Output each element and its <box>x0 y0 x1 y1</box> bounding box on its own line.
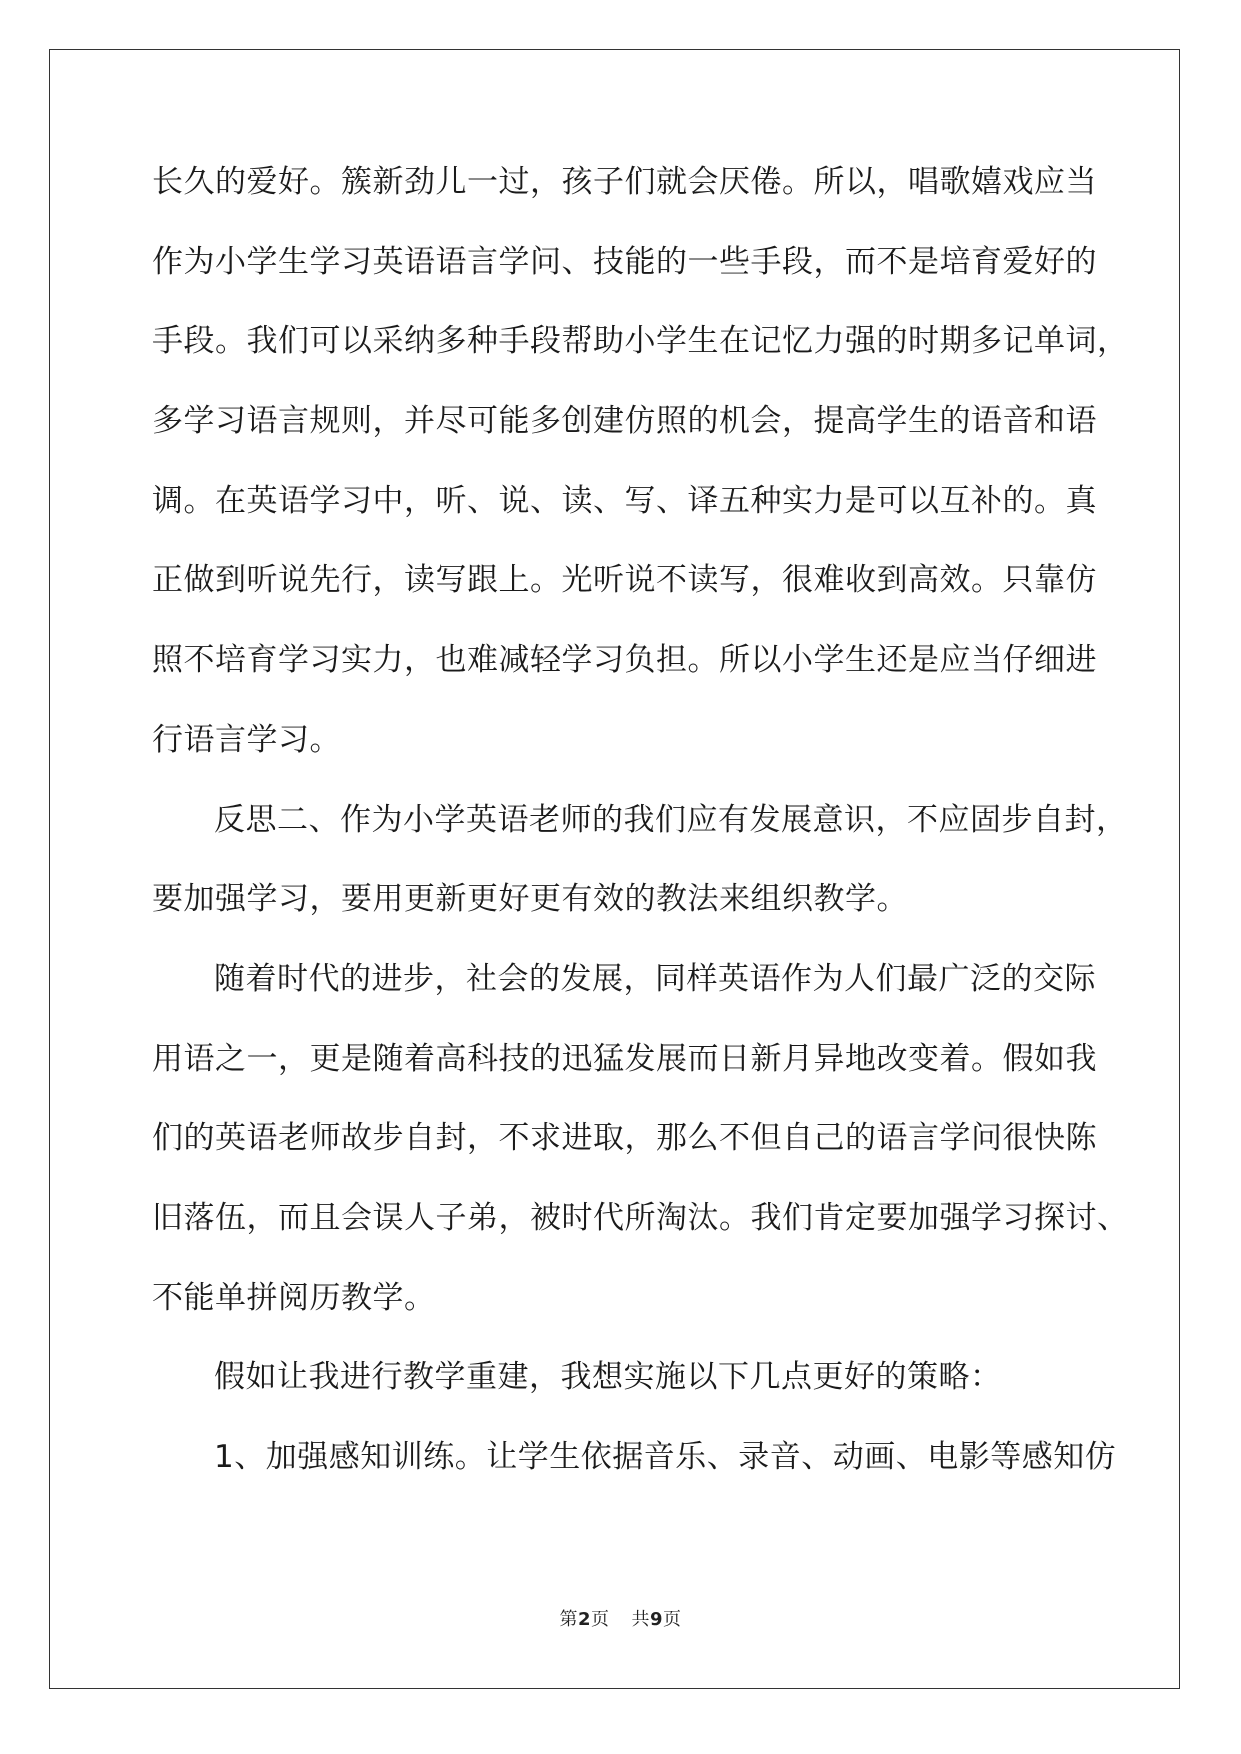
paragraph-start-line: 反思二、作为小学英语老师的我们应有发展意识，不应固步自封， <box>214 801 1128 838</box>
paragraph-start-line: 随着时代的进步，社会的发展，同样英语作为人们最广泛的交际 <box>214 960 1096 997</box>
text-line: 作为小学生学习英语语言学问、技能的一些手段，而不是培育爱好的 <box>152 243 1097 280</box>
text-line: 正做到听说先行，读写跟上。光听说不读写，很难收到高效。只靠仿 <box>152 562 1097 599</box>
text-line: 照不培育学习实力，也难减轻学习负担。所以小学生还是应当仔细进 <box>152 642 1097 679</box>
text-line: 旧落伍，而且会误人子弟，被时代所淘汰。我们肯定要加强学习探讨、 <box>152 1199 1129 1236</box>
paragraph-start-line: 1、加强感知训练。让学生依据音乐、录音、动画、电影等感知仿 <box>214 1439 1117 1475</box>
page-prefix: 第 <box>559 1609 578 1630</box>
total-suffix: 页 <box>663 1609 682 1630</box>
page-current-number: 2 <box>577 1609 591 1630</box>
page-suffix: 页 <box>591 1609 610 1630</box>
text-line: 调。在英语学习中，听、说、读、写、译五种实力是可以互补的。真 <box>152 482 1097 519</box>
text-line: 们的英语老师故步自封，不求进取，那么不但自己的语言学问很快陈 <box>152 1120 1097 1157</box>
text-line: 要加强学习，要用更新更好更有效的教法来组织教学。 <box>152 881 908 918</box>
total-prefix: 共 <box>631 1609 650 1630</box>
page-total-number: 9 <box>650 1609 664 1630</box>
page-footer <box>0 1605 1241 1631</box>
text-line: 行语言学习。 <box>152 721 341 758</box>
text-line: 用语之一，更是随着高科技的迅猛发展而日新月异地改变着。假如我 <box>152 1040 1097 1077</box>
document-body <box>152 160 1129 1515</box>
text-line: 多学习语言规则，并尽可能多创建仿照的机会，提高学生的语音和语 <box>152 403 1097 440</box>
text-line: 长久的爱好。簇新劲儿一过，孩子们就会厌倦。所以，唱歌嬉戏应当 <box>152 164 1097 200</box>
paragraph-start-line: 假如让我进行教学重建，我想实施以下几点更好的策略： <box>214 1359 1002 1396</box>
text-line: 手段。我们可以采纳多种手段帮助小学生在记忆力强的时期多记单词， <box>152 323 1129 360</box>
text-line: 不能单拼阅历教学。 <box>152 1279 436 1316</box>
